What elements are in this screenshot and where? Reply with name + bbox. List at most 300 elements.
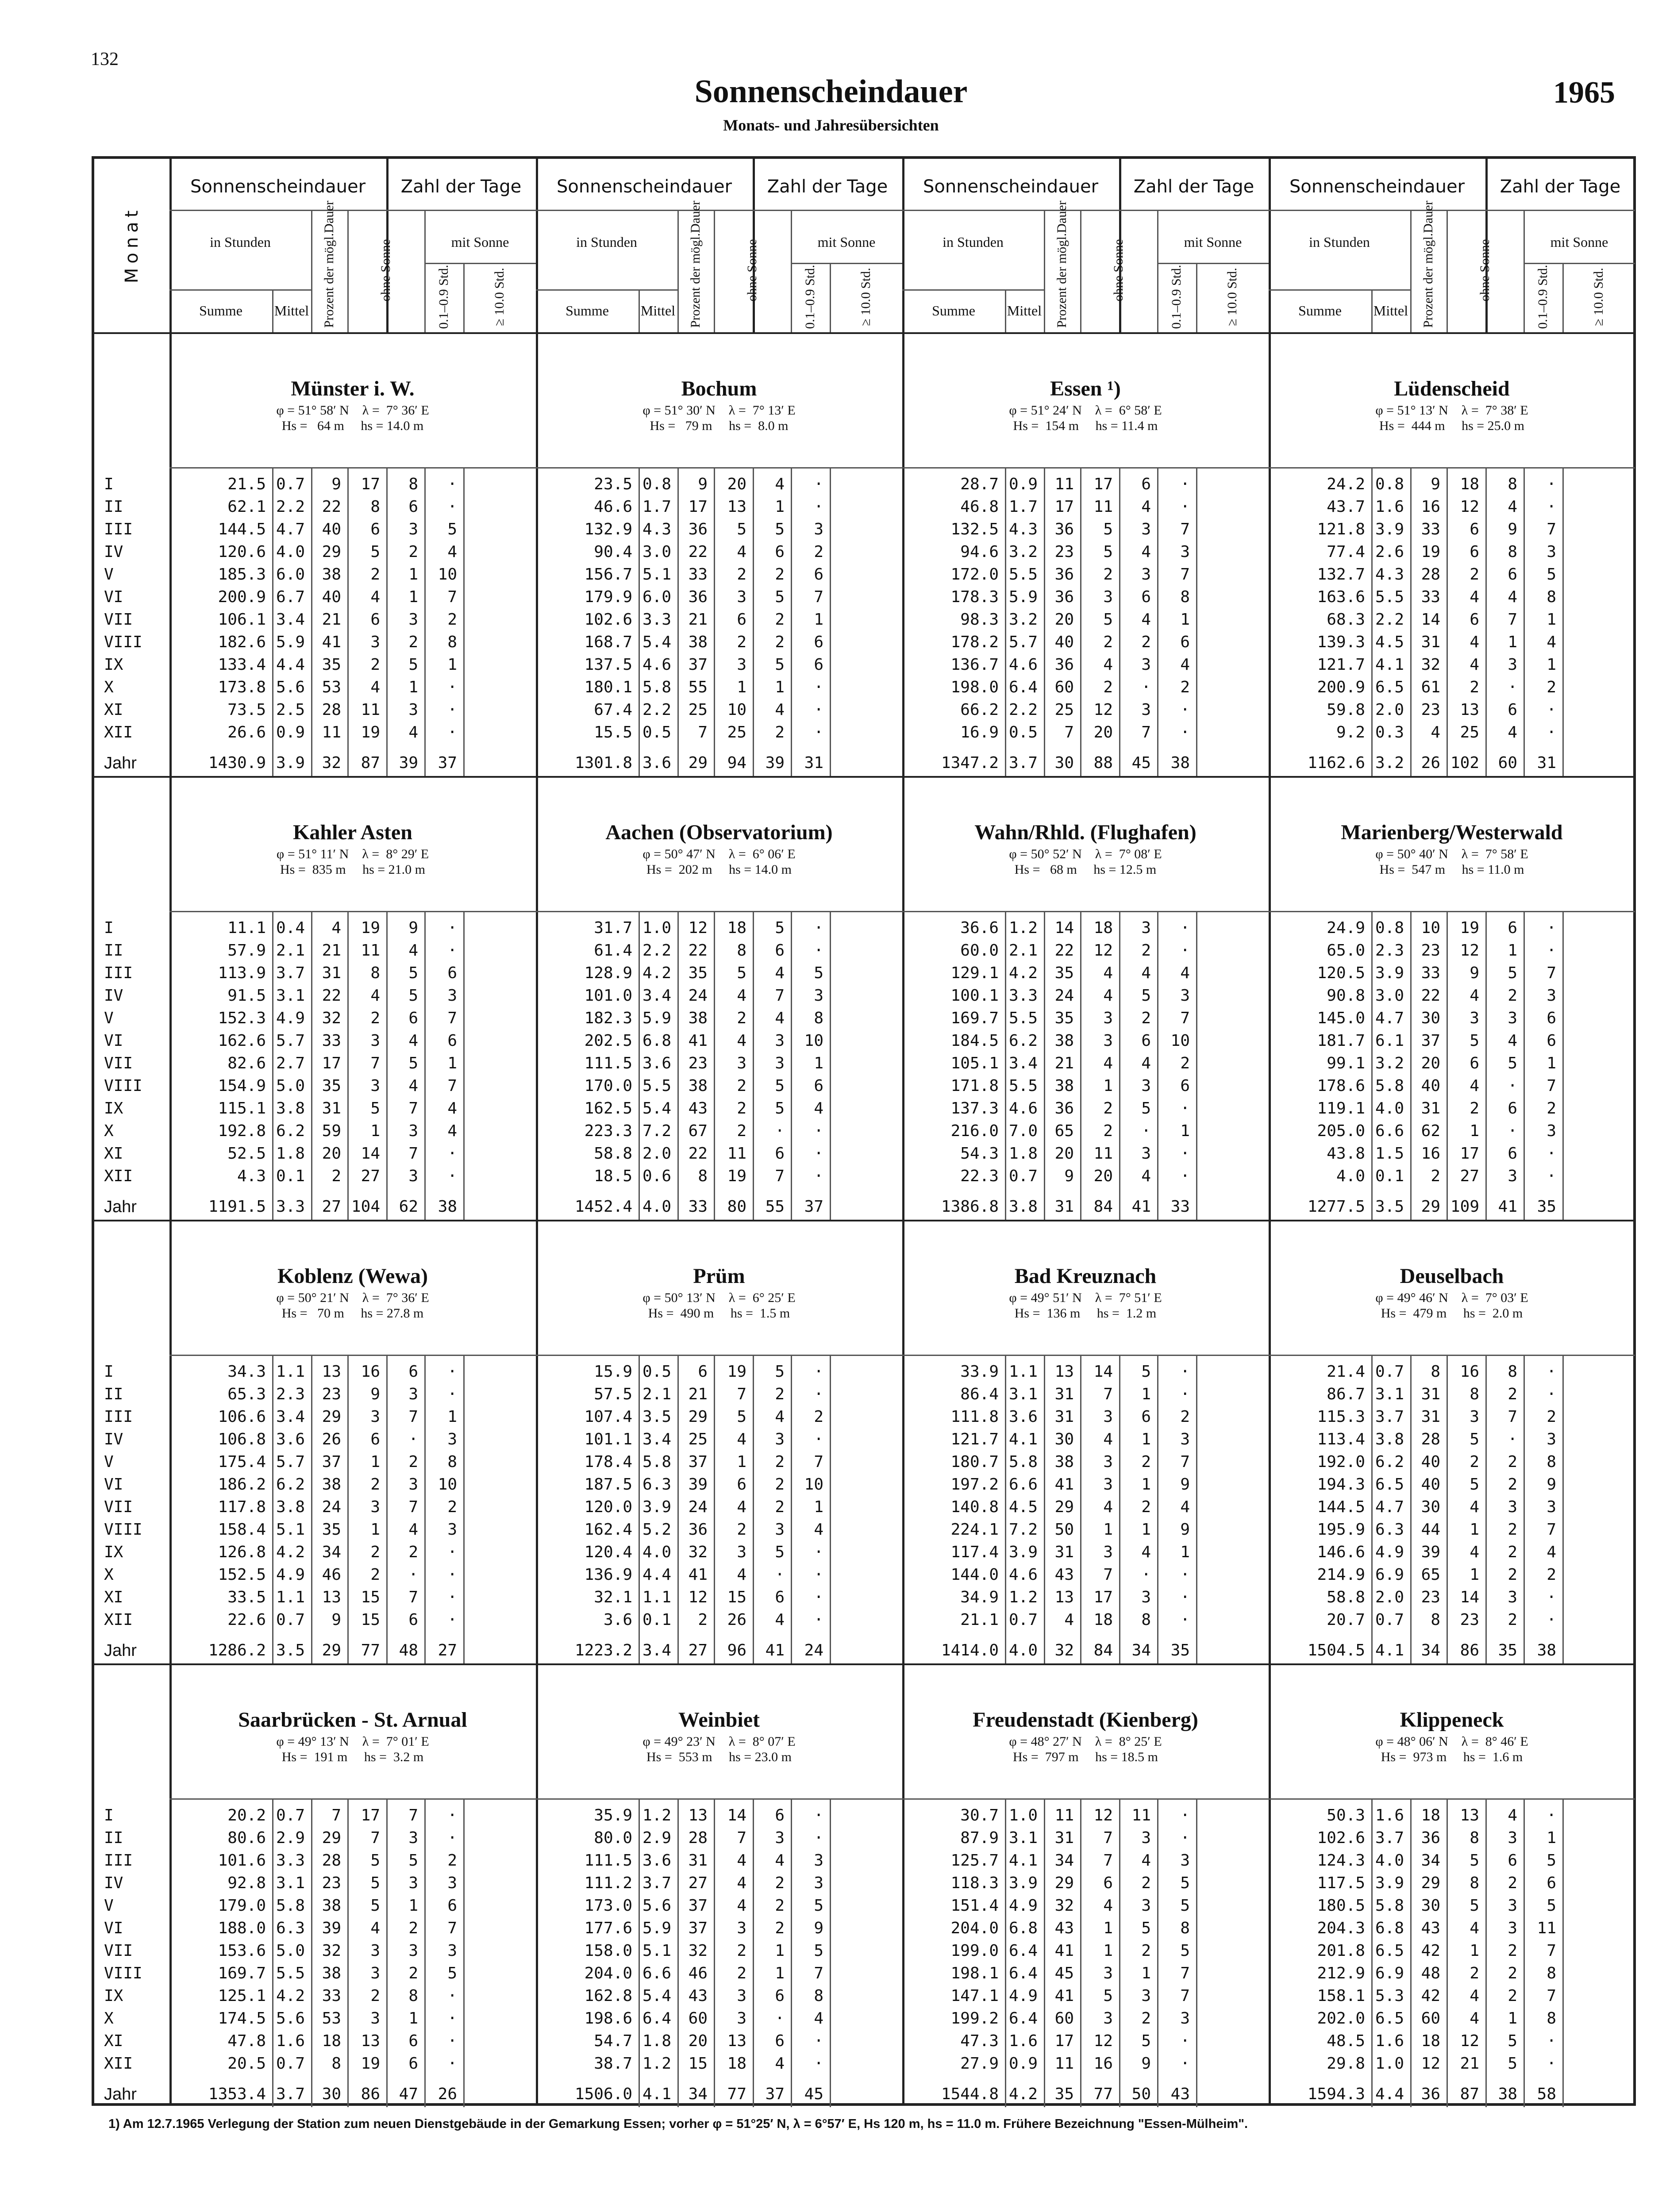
table-cell: 23 (1054, 543, 1074, 561)
station-elevation: Hs = 154 m hs = 11.4 m (1013, 419, 1158, 433)
table-cell: 3 (1180, 1851, 1190, 1870)
table-cell: 4 (814, 1521, 823, 1539)
table-cell: 46.8 (960, 498, 999, 516)
table-cell: 48 (1421, 1964, 1440, 1982)
table-cell: 2 (1547, 1566, 1556, 1584)
table-cell: 35 (322, 1521, 341, 1539)
table-cell: 34.3 (227, 1363, 266, 1381)
table-cell: 1 (370, 1453, 380, 1471)
table-cell: 15 (727, 1588, 746, 1606)
table-cell: 7.2 (1008, 1521, 1038, 1539)
table-cell: 1 (447, 656, 457, 674)
table-cell: 3.7 (642, 1874, 671, 1892)
table-cell: 2 (775, 1874, 785, 1892)
table-cell: 5.7 (1008, 633, 1038, 651)
table-cell: 6.3 (642, 1475, 671, 1494)
table-cell: 2 (1508, 1964, 1517, 1982)
table-cell: 11 (1093, 1144, 1113, 1163)
station-elevation: Hs = 68 m hs = 12.5 m (1014, 862, 1157, 877)
table-cell: 1 (1141, 1964, 1151, 1982)
table-cell: 60 (688, 2009, 708, 2028)
month-label: XII (104, 1611, 133, 1629)
table-cell: 41 (1054, 1475, 1074, 1494)
table-cell: 2 (370, 1543, 380, 1561)
header-in-stunden: in Stunden (576, 234, 637, 250)
table-cell: 3 (1547, 543, 1556, 561)
table-cell: 6.4 (1008, 1942, 1038, 1960)
table-cell: 9 (698, 475, 708, 493)
divider (830, 911, 831, 1220)
table-cell: 1 (1547, 611, 1556, 629)
table-cell: 2 (408, 633, 418, 651)
table-cell: 31 (1421, 1408, 1440, 1426)
table-cell: 3.1 (1008, 1829, 1038, 1847)
month-label: II (104, 1385, 123, 1403)
table-cell: 2.1 (1008, 941, 1038, 960)
table-cell: 61 (1421, 678, 1440, 696)
table-cell: 1.8 (642, 2032, 671, 2050)
table-cell: 11 (322, 723, 341, 741)
table-cell: 6 (814, 656, 823, 674)
table-cell: 156.7 (584, 565, 632, 584)
table-cell-jahr: 3.5 (1375, 1198, 1404, 1216)
month-label: X (104, 678, 114, 696)
table-cell-jahr: 38 (1170, 754, 1190, 772)
table-cell: · (447, 1987, 457, 2005)
table-cell-jahr: 96 (727, 1641, 746, 1659)
table-cell: 6.9 (1375, 1566, 1404, 1584)
table-cell: · (447, 1588, 457, 1606)
table-cell: 3.9 (642, 1498, 671, 1516)
divider (1269, 289, 1410, 291)
divider (463, 911, 465, 1220)
table-cell: 7 (447, 588, 457, 606)
table-cell: · (447, 678, 457, 696)
table-cell: 13 (688, 1806, 708, 1824)
header-mittel: Mittel (1373, 303, 1408, 319)
table-cell: 2 (447, 1498, 457, 1516)
table-cell: 21 (1460, 2055, 1479, 2073)
table-cell: 31.7 (594, 919, 632, 937)
table-cell: · (814, 1385, 823, 1403)
table-cell: 38 (1054, 1077, 1074, 1095)
table-cell: 1 (1470, 1122, 1479, 1140)
table-cell: 111.5 (584, 1851, 632, 1870)
table-cell: 1 (1547, 1054, 1556, 1072)
table-cell: 13 (1460, 701, 1479, 719)
table-cell: 16.9 (960, 723, 999, 741)
table-cell: 2 (737, 1942, 746, 1960)
header-prozent: Prozent der mögl.Dauer (1054, 200, 1069, 328)
table-cell: 4 (1141, 1543, 1151, 1561)
table-cell-jahr: 104 (351, 1198, 380, 1216)
table-cell: 5 (1180, 1874, 1190, 1892)
table-cell: 5 (737, 520, 746, 538)
table-cell-jahr: 26 (1421, 754, 1440, 772)
table-cell: 6 (370, 1430, 380, 1448)
table-cell: 121.8 (1317, 520, 1365, 538)
table-cell: 2.2 (642, 701, 671, 719)
table-cell: 115.3 (1317, 1408, 1365, 1426)
table-cell: 5.7 (276, 1453, 305, 1471)
table-cell: · (447, 701, 457, 719)
table-cell: 2 (1470, 565, 1479, 584)
table-cell: 32.1 (594, 1588, 632, 1606)
table-cell: 12 (1460, 498, 1479, 516)
table-cell: 4.0 (276, 543, 305, 561)
table-cell: · (447, 2032, 457, 2050)
header-mittel: Mittel (640, 303, 676, 319)
table-cell: 3 (737, 588, 746, 606)
table-cell: 35 (1054, 1009, 1074, 1027)
table-cell: 22 (688, 543, 708, 561)
table-cell: 28 (1421, 565, 1440, 584)
divider (463, 1355, 465, 1663)
table-cell: 3 (1141, 1077, 1151, 1095)
month-label: IV (104, 987, 123, 1005)
divider (463, 1798, 465, 2107)
table-cell: 6 (1508, 919, 1517, 937)
divider (1196, 1798, 1197, 2107)
table-cell: 1 (1547, 1829, 1556, 1847)
table-cell: 6.4 (1008, 678, 1038, 696)
month-label: I (104, 919, 114, 937)
table-cell-jahr: 35 (1054, 2085, 1074, 2103)
table-cell: 31 (688, 1851, 708, 1870)
station-name: Münster i. W. (291, 377, 415, 400)
table-cell: 3 (408, 701, 418, 719)
table-cell-jahr: 50 (1131, 2085, 1151, 2103)
table-cell-jahr: 27 (688, 1641, 708, 1659)
table-cell: 1 (1141, 1475, 1151, 1494)
table-cell: 4 (737, 987, 746, 1005)
table-cell: 1 (1547, 656, 1556, 674)
table-cell-jahr: 24 (804, 1641, 823, 1659)
table-cell-jahr: 3.3 (276, 1198, 305, 1216)
table-cell: 4 (775, 701, 785, 719)
table-cell: 54.7 (594, 2032, 632, 2050)
table-cell: 3 (1508, 1498, 1517, 1516)
table-cell: 2.3 (276, 1385, 305, 1403)
table-cell-jahr: 37 (765, 2085, 785, 2103)
table-cell: 6.2 (276, 1122, 305, 1140)
table-cell: 17 (322, 1054, 341, 1072)
table-cell-jahr: 1504.5 (1307, 1641, 1365, 1659)
table-cell: 32 (322, 1009, 341, 1027)
table-cell-jahr: 1544.8 (941, 2085, 999, 2103)
table-cell: · (1547, 475, 1556, 493)
table-cell-jahr: 34 (688, 2085, 708, 2103)
table-cell: 106.8 (218, 1430, 266, 1448)
table-cell: 5.4 (642, 633, 671, 651)
table-cell: 3.7 (1375, 1408, 1404, 1426)
table-cell: 4.2 (276, 1987, 305, 2005)
table-cell: 18 (1460, 475, 1479, 493)
table-cell: 117.5 (1317, 1874, 1365, 1892)
table-cell: 2 (737, 1964, 746, 1982)
table-cell: 41 (1054, 1942, 1074, 1960)
table-cell: 6 (1180, 1077, 1190, 1095)
table-cell: 59.8 (1327, 701, 1365, 719)
table-cell: 3.6 (603, 1611, 632, 1629)
table-cell-jahr: 1353.4 (208, 2085, 266, 2103)
table-cell: 3.0 (1375, 987, 1404, 1005)
month-label: IV (104, 543, 123, 561)
table-cell: 1.1 (276, 1363, 305, 1381)
table-cell: 5.0 (276, 1077, 305, 1095)
table-cell: 2 (737, 633, 746, 651)
table-cell: 25 (688, 701, 708, 719)
table-cell: 111.2 (584, 1874, 632, 1892)
divider (1269, 911, 1635, 912)
table-cell: 2 (1508, 1543, 1517, 1561)
table-cell: 5 (775, 520, 785, 538)
table-cell: · (1180, 701, 1190, 719)
month-label: VI (104, 588, 123, 606)
table-cell: 14 (1054, 919, 1074, 937)
table-cell: 57.9 (227, 941, 266, 960)
table-cell: 22 (322, 498, 341, 516)
table-cell: 5 (1547, 1897, 1556, 1915)
table-cell: 5.2 (642, 1521, 671, 1539)
table-cell: 5 (1141, 1099, 1151, 1118)
table-cell-jahr: 1594.3 (1307, 2085, 1365, 2103)
table-cell: 30 (1421, 1009, 1440, 1027)
table-cell: 4 (737, 1897, 746, 1915)
divider (347, 210, 349, 332)
table-cell: 5 (1547, 565, 1556, 584)
table-cell: 6 (775, 941, 785, 960)
table-cell: 2 (408, 543, 418, 561)
table-cell: 9 (1547, 1475, 1556, 1494)
table-cell: 10 (804, 1475, 823, 1494)
table-cell: · (814, 1806, 823, 1824)
station-name: Freudenstadt (Kienberg) (973, 1708, 1198, 1732)
table-cell: 5.5 (642, 1077, 671, 1095)
table-cell: 5.9 (276, 633, 305, 651)
table-cell: · (1547, 1144, 1556, 1163)
table-cell: 0.8 (1375, 919, 1404, 937)
table-cell: 3 (775, 1054, 785, 1072)
table-cell: 40 (1054, 633, 1074, 651)
table-cell: 28 (322, 701, 341, 719)
table-cell: 106.1 (218, 611, 266, 629)
table-cell: 37 (322, 1453, 341, 1471)
table-cell: · (447, 475, 457, 493)
station-coordinates: φ = 51° 13′ N λ = 7° 38′ E (1375, 403, 1528, 418)
table-cell: 8 (370, 964, 380, 982)
table-cell: 5.5 (276, 1964, 305, 1982)
table-cell: 1 (1141, 1430, 1151, 1448)
table-cell: 6 (737, 611, 746, 629)
table-cell: 3 (1547, 987, 1556, 1005)
table-cell: 58.8 (594, 1144, 632, 1163)
table-cell: · (1547, 1806, 1556, 1824)
table-cell: 21 (322, 611, 341, 629)
table-cell: 1.7 (642, 498, 671, 516)
table-cell: 50 (1054, 1521, 1074, 1539)
table-cell: 4 (775, 2055, 785, 2073)
table-cell: 4.3 (237, 1167, 266, 1185)
table-cell: 0.9 (276, 723, 305, 741)
table-cell: 173.0 (584, 1897, 632, 1915)
table-cell: 2 (370, 565, 380, 584)
table-cell: 3.4 (276, 1408, 305, 1426)
table-cell: 6 (408, 1363, 418, 1381)
table-cell: 0.7 (276, 1806, 305, 1824)
table-cell: 169.7 (218, 1964, 266, 1982)
table-cell: 94.6 (960, 543, 999, 561)
table-cell: 67.4 (594, 701, 632, 719)
table-cell: · (814, 498, 823, 516)
table-cell: 3 (408, 1874, 418, 1892)
table-cell: 7 (698, 723, 708, 741)
table-cell: 129.1 (950, 964, 999, 982)
table-cell: 31 (1421, 1385, 1440, 1403)
station-name: Deuselbach (1400, 1264, 1504, 1288)
table-cell-jahr: 47 (399, 2085, 418, 2103)
table-cell: 120.0 (584, 1498, 632, 1516)
table-cell: 2 (814, 543, 823, 561)
table-cell: 6.1 (1375, 1032, 1404, 1050)
divider (1447, 210, 1448, 332)
table-cell: 8 (1508, 475, 1517, 493)
header-mit-sonne: mit Sonne (451, 234, 509, 250)
table-cell: 5.3 (1375, 1987, 1404, 2005)
table-cell: 3 (408, 1829, 418, 1847)
table-cell: 39 (1421, 1543, 1440, 1561)
table-cell: 5 (1470, 1032, 1479, 1050)
table-cell: 14 (1460, 1588, 1479, 1606)
table-cell: 1 (447, 1054, 457, 1072)
month-label: IV (104, 1874, 123, 1892)
divider (1562, 263, 1564, 332)
table-cell: 5 (370, 1874, 380, 1892)
table-cell: 5.8 (642, 678, 671, 696)
table-cell: 117.8 (218, 1498, 266, 1516)
table-cell: 4 (1470, 656, 1479, 674)
table-cell-jahr: 32 (322, 754, 341, 772)
table-cell: 2 (1470, 678, 1479, 696)
table-cell: 21.1 (960, 1611, 999, 1629)
table-cell: 38 (688, 633, 708, 651)
table-cell: 4 (1141, 611, 1151, 629)
table-cell: 20 (1054, 1144, 1074, 1163)
table-cell: 4 (370, 1919, 380, 1937)
table-cell: 2.3 (1375, 941, 1404, 960)
table-cell: 2 (408, 1964, 418, 1982)
table-cell: 3.2 (1375, 1054, 1404, 1072)
month-label: IX (104, 1987, 123, 2005)
table-cell: 3.8 (1375, 1430, 1404, 1448)
table-cell: 7 (1508, 611, 1517, 629)
table-cell: 3.7 (276, 964, 305, 982)
table-cell: 7 (370, 1054, 380, 1072)
table-cell: 65 (1054, 1122, 1074, 1140)
table-cell: 6 (1508, 1144, 1517, 1163)
table-cell: 144.5 (218, 520, 266, 538)
table-cell: 128.9 (584, 964, 632, 982)
table-cell: 3 (737, 2009, 746, 2028)
table-cell: 8 (1547, 588, 1556, 606)
table-cell: 4 (737, 1498, 746, 1516)
table-cell: 38 (322, 1475, 341, 1494)
table-cell-jahr: 4.1 (642, 2085, 671, 2103)
table-cell-jahr: 1277.5 (1307, 1198, 1365, 1216)
table-cell: · (447, 1806, 457, 1824)
table-cell: 3 (1141, 919, 1151, 937)
table-cell: 6 (814, 633, 823, 651)
header-10-std: ≥ 10.0 Std. (492, 268, 507, 326)
table-cell: 202.5 (584, 1032, 632, 1050)
table-cell: 9 (1180, 1521, 1190, 1539)
table-cell: 170.0 (584, 1077, 632, 1095)
table-cell: 6 (1470, 520, 1479, 538)
table-cell: 17 (361, 1806, 380, 1824)
table-cell: 5.9 (642, 1009, 671, 1027)
table-cell: · (1547, 498, 1556, 516)
table-cell: · (447, 1385, 457, 1403)
table-cell-jahr: 48 (399, 1641, 418, 1659)
table-cell: 6 (775, 1588, 785, 1606)
table-cell: 6.6 (642, 1964, 671, 1982)
table-cell: 5 (408, 1851, 418, 1870)
table-cell: · (814, 723, 823, 741)
table-cell: 1.6 (276, 2032, 305, 2050)
header-zahl-der-tage: Zahl der Tage (400, 177, 522, 197)
table-cell: 3 (408, 611, 418, 629)
table-cell: 40 (322, 588, 341, 606)
table-cell: 162.8 (584, 1987, 632, 2005)
table-cell: · (1180, 2055, 1190, 2073)
table-cell: 3 (370, 1964, 380, 1982)
table-cell: 3 (1103, 1032, 1113, 1050)
station-elevation: Hs = 490 m hs = 1.5 m (648, 1306, 790, 1321)
table-cell: 1.1 (276, 1588, 305, 1606)
station-elevation: Hs = 191 m hs = 3.2 m (281, 1750, 424, 1764)
table-cell: 62 (1421, 1122, 1440, 1140)
table-cell: 28 (688, 1829, 708, 1847)
table-cell: 192.8 (218, 1122, 266, 1140)
table-cell: 2 (737, 565, 746, 584)
table-cell: 2 (1141, 1009, 1151, 1027)
table-cell: 3 (1508, 656, 1517, 674)
divider (1157, 210, 1158, 332)
table-cell: 180.7 (950, 1453, 999, 1471)
table-cell: 5.8 (276, 1897, 305, 1915)
table-cell: 2.2 (276, 498, 305, 516)
table-cell: 8 (1141, 1611, 1151, 1629)
table-cell: 2 (1103, 1099, 1113, 1118)
table-cell: 4.9 (276, 1566, 305, 1584)
table-cell: 113.9 (218, 964, 266, 982)
divider (169, 911, 536, 912)
table-cell: 30 (1054, 1430, 1074, 1448)
table-cell: 1.6 (1375, 498, 1404, 516)
table-cell: 47.3 (960, 2032, 999, 2050)
table-cell: · (1508, 1077, 1517, 1095)
table-cell: · (1547, 723, 1556, 741)
month-label: IX (104, 1099, 123, 1118)
table-cell: 101.6 (218, 1851, 266, 1870)
table-cell: 99.1 (1327, 1054, 1365, 1072)
table-cell: 24 (688, 1498, 708, 1516)
table-cell: 12 (1093, 701, 1113, 719)
table-cell: 0.5 (642, 1363, 671, 1381)
table-cell: 1 (408, 2009, 418, 2028)
table-cell: 2 (1141, 941, 1151, 960)
table-cell: 4 (814, 2009, 823, 2028)
